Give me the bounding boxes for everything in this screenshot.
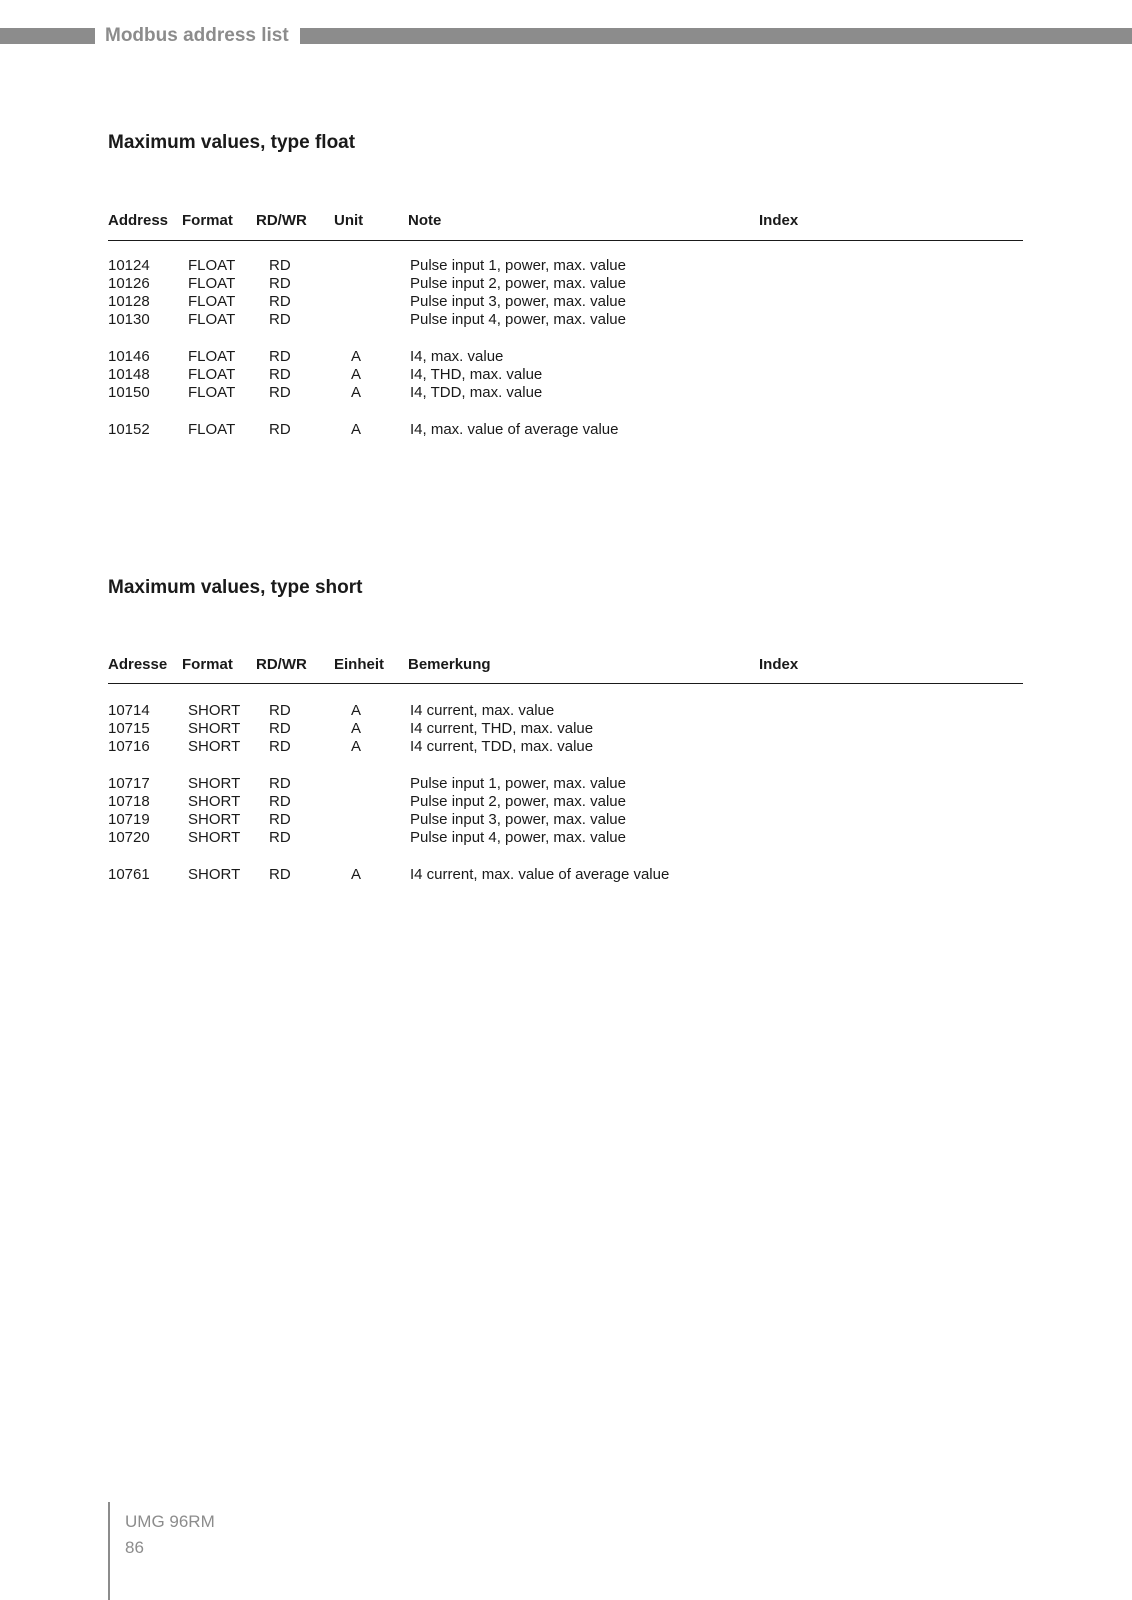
table-rule-float [108, 240, 1023, 241]
cell-note: I4, THD, max. value [410, 366, 543, 383]
cell-unit: A [351, 348, 362, 365]
cell-format: SHORT [188, 866, 241, 883]
cell-address: 10126 [108, 275, 150, 292]
table-header-short [108, 655, 1023, 675]
cell-rdwr: RD [269, 793, 291, 810]
table-row [108, 421, 1023, 439]
page-number: 86 [125, 1538, 144, 1557]
cell-format: FLOAT [188, 366, 236, 383]
cell-note: Pulse input 4, power, max. value [410, 829, 626, 846]
cell-note: Pulse input 1, power, max. value [410, 257, 626, 274]
table-row [108, 829, 1023, 847]
cell-address: 10128 [108, 293, 150, 310]
col-header-rdwr: RD/WR [256, 212, 307, 229]
footer-product-name: UMG 96RM [125, 1512, 215, 1531]
cell-format: FLOAT [188, 311, 236, 328]
cell-rdwr: RD [269, 866, 291, 883]
cell-rdwr: RD [269, 257, 291, 274]
cell-note: Pulse input 3, power, max. value [410, 811, 626, 828]
col-header-note: Bemerkung [408, 656, 491, 673]
table-row [108, 811, 1023, 829]
table-rule-short [108, 683, 1023, 684]
cell-rdwr: RD [269, 366, 291, 383]
cell-address: 10150 [108, 384, 150, 401]
cell-note: I4, max. value [410, 348, 504, 365]
cell-rdwr: RD [269, 275, 291, 292]
cell-format: SHORT [188, 738, 241, 755]
cell-rdwr: RD [269, 384, 291, 401]
cell-format: FLOAT [188, 257, 236, 274]
cell-format: FLOAT [188, 384, 236, 401]
table-row [108, 348, 1023, 366]
header-bar-right [300, 28, 1132, 44]
cell-unit: A [351, 421, 362, 438]
table-row [108, 311, 1023, 329]
cell-address: 10761 [108, 866, 150, 883]
cell-address: 10152 [108, 421, 150, 438]
col-header-index: Index [759, 656, 799, 673]
cell-note: I4 current, THD, max. value [410, 720, 594, 737]
cell-note: Pulse input 2, power, max. value [410, 793, 626, 810]
cell-format: FLOAT [188, 275, 236, 292]
table-row [108, 275, 1023, 293]
cell-address: 10716 [108, 738, 150, 755]
cell-note: I4, TDD, max. value [410, 384, 543, 401]
cell-rdwr: RD [269, 348, 291, 365]
table-row [108, 384, 1023, 402]
cell-address: 10717 [108, 775, 150, 792]
cell-note: I4 current, max. value of average value [410, 866, 670, 883]
col-header-address: Adresse [108, 656, 168, 673]
table-row [108, 793, 1023, 811]
cell-note: I4 current, max. value [410, 702, 555, 719]
cell-format: FLOAT [188, 421, 236, 438]
col-header-unit: Unit [334, 212, 364, 229]
cell-address: 10719 [108, 811, 150, 828]
cell-note: Pulse input 4, power, max. value [410, 311, 626, 328]
footer-rule [108, 1502, 110, 1600]
cell-rdwr: RD [269, 811, 291, 828]
cell-format: SHORT [188, 829, 241, 846]
col-header-rdwr: RD/WR [256, 656, 307, 673]
cell-format: SHORT [188, 793, 241, 810]
col-header-address: Address [108, 212, 169, 229]
table-row [108, 775, 1023, 793]
col-header-note: Note [408, 212, 442, 229]
cell-rdwr: RD [269, 829, 291, 846]
table-row [108, 720, 1023, 738]
cell-address: 10714 [108, 702, 150, 719]
col-header-unit: Einheit [334, 656, 385, 673]
table-header-float [108, 211, 1023, 231]
table-row [108, 257, 1023, 275]
section-title-float: Maximum values, type float [108, 132, 356, 153]
cell-rdwr: RD [269, 720, 291, 737]
cell-note: Pulse input 3, power, max. value [410, 293, 626, 310]
cell-unit: A [351, 702, 362, 719]
cell-rdwr: RD [269, 775, 291, 792]
cell-note: Pulse input 1, power, max. value [410, 775, 626, 792]
col-header-index: Index [759, 212, 799, 229]
cell-format: SHORT [188, 720, 241, 737]
table-row [108, 702, 1023, 720]
cell-rdwr: RD [269, 738, 291, 755]
cell-format: SHORT [188, 811, 241, 828]
cell-address: 10720 [108, 829, 150, 846]
header-bar-left [0, 28, 95, 44]
cell-note: I4 current, TDD, max. value [410, 738, 594, 755]
table-row [108, 366, 1023, 384]
cell-address: 10718 [108, 793, 150, 810]
table-row [108, 738, 1023, 756]
col-header-format: Format [182, 212, 233, 229]
cell-rdwr: RD [269, 421, 291, 438]
cell-format: FLOAT [188, 348, 236, 365]
cell-format: SHORT [188, 775, 241, 792]
table-row [108, 293, 1023, 311]
cell-unit: A [351, 366, 362, 383]
cell-note: I4, max. value of average value [410, 421, 619, 438]
page-header-title: Modbus address list [105, 25, 289, 46]
col-header-format: Format [182, 656, 233, 673]
section-title-short: Maximum values, type short [108, 577, 363, 598]
cell-note: Pulse input 2, power, max. value [410, 275, 626, 292]
cell-rdwr: RD [269, 293, 291, 310]
cell-unit: A [351, 720, 362, 737]
cell-address: 10130 [108, 311, 150, 328]
table-row [108, 866, 1023, 884]
cell-format: FLOAT [188, 293, 236, 310]
cell-unit: A [351, 384, 362, 401]
cell-unit: A [351, 866, 362, 883]
cell-address: 10148 [108, 366, 150, 383]
cell-rdwr: RD [269, 702, 291, 719]
cell-address: 10124 [108, 257, 150, 274]
cell-format: SHORT [188, 702, 241, 719]
cell-rdwr: RD [269, 311, 291, 328]
cell-address: 10715 [108, 720, 150, 737]
cell-address: 10146 [108, 348, 150, 365]
cell-unit: A [351, 738, 362, 755]
